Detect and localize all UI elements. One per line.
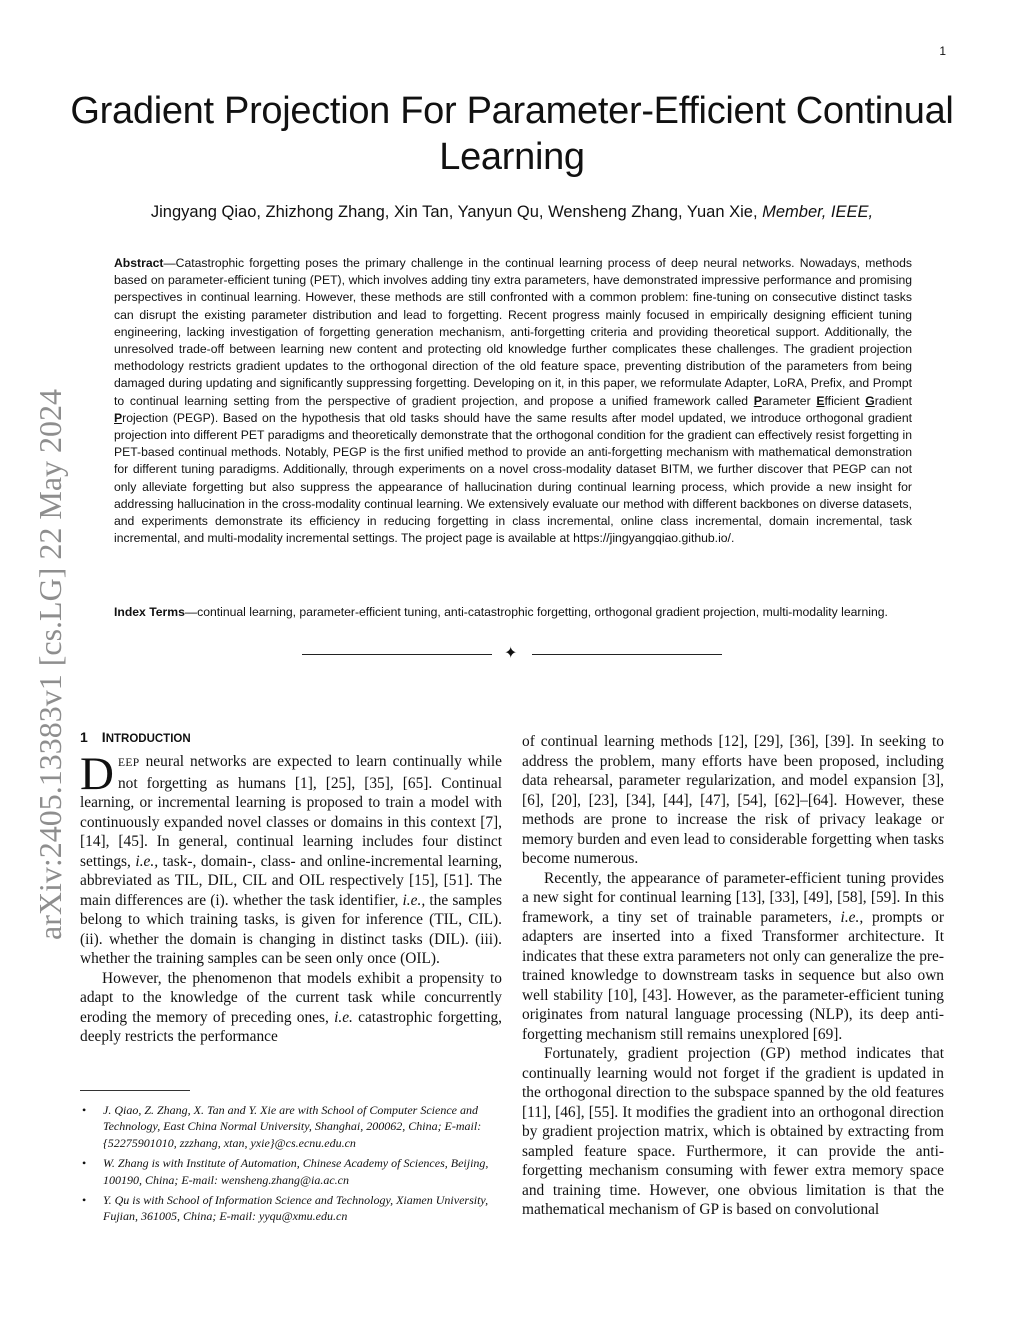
bullet-icon: •: [82, 1156, 87, 1171]
footnote-item: • J. Qiao, Z. Zhang, X. Tan and Y. Xie are with School of Computer Science and Technology, East China Normal University, Shanghai, 200062, China; E-mail: {52275901010, zzzhang, xtan, yxie}@cs.ecnu.edu.cn: [82, 1103, 482, 1150]
paper-title: Gradient Projection For Parameter-Efficient Continual Learning: [70, 90, 954, 178]
footnote-item: • Y. Qu is with School of Information Science and Technology, Xiamen University, Fujian, 361005, China; E-mail: yyqu@xmu.edu.cn: [82, 1193, 489, 1224]
index-terms: [114, 604, 912, 621]
section-separator: [302, 645, 722, 665]
intro-paragraph-2: However, the phenomenon that models exhibit a propensity to adapt to the knowledge of the current task while concurrently eroding the memory of preceding ones, i.e. catastrophic forgetting, deeply restricts the performance: [80, 969, 502, 1045]
bullet-icon: •: [82, 1193, 87, 1208]
section-title-rest: NTRODUCTION: [105, 733, 191, 745]
section-title-initial: I: [101, 729, 106, 745]
footnotes: [80, 1102, 502, 1229]
member-label: Member, IEEE,: [762, 203, 874, 221]
arxiv-stamp: arXiv:2405.13383v1 [cs.LG] 22 May 2024: [32, 388, 68, 940]
footnote-item: • W. Zhang is with Institute of Automation, Chinese Academy of Sciences, Beijing, 100190, China; E-mail: wensheng.zhang@ia.ac.cn: [82, 1156, 489, 1187]
intro-paragraph-5: Fortunately, gradient projection (GP) method indicates that continually learning would not forget if the gradient is updated in the orthogonal direction to the subspace spanned by the old features [11], [46], [55]. It modifies the gradient into an orthogonal direction by gradient projection matrix, which is obtained by extracting from sampled feature space. Furthermore, it can provide the anti-forgetting mechanism consuming with fewer extra memory space and training time. However, one obvious limitation is that the mathematical mechanism of GP is based on convolutional: [522, 1045, 944, 1218]
index-terms-text: —continual learning, parameter-efficient tuning, anti-catastrophic forgetting, orthogonal gradient projection, multi-modality learning.: [184, 605, 888, 619]
diamond-icon: ✦: [504, 645, 518, 662]
intro-paragraph-4: Recently, the appearance of parameter-efficient tuning provides a new sight for continual learning [13], [33], [49], [58], [59]. In this framework, a tiny set of trainable parameters, i.e., prompts or adapters are inserted into a fixed Transformer architecture. It indicates that these extra parameters not only can generalize the pre-trained knowledge to downstream tasks in sequence but also own well stability [10], [43]. However, as the parameter-efficient tuning originates from natural language processing (NLP), its deep anti-forgetting mechanism still remains unexplored [69].: [522, 869, 944, 1043]
pegp-name: Parameter Efficient Gradient Projection: [114, 393, 912, 425]
abstract: [114, 255, 912, 547]
abstract-text-after: (PEGP). Based on the hypothesis that old tasks should have the same results after model updated, we introduce orthogonal gradient projection into different PET paradigms and theoretically demonstrate that the orthogonal condition for the gradient can effectively resist forgetting in PET-based continual methods. Notably, PEGP is the first unified method to provide an anti-forgetting mechanism with mathematical demonstration for different tuning paradigms. Additionally, through experiments on a novel cross-modality dataset BITM, we further discover that PEGP can not only alleviate forgetting but also suppress the appearance of hallucination during continual learning process, which provide a new insight for addressing hallucination in the cross-modality continual learning. We extensively evaluate our method with different backbones on diverse datasets, and experiments demonstrate its efficiency in reducing forgetting in class incremental, online class incremental, domain incremental, task incremental, and multi-modality incremental settings. The project page is available at https://jingyangqiao.github.io/.: [114, 410, 912, 546]
intro-paragraph-3: of continual learning methods [12], [29], [36], [39]. In seeking to address the problem, many efforts have been proposed, including data rehearsal, parameter regularization, and model expansion [3], [6], [20], [23], [34], [44], [47], [54], [62]–[64]. However, these methods are prone to increase the risk of privacy leakage or memory burden and even lead to considerable forgetting when tasks become numerous.: [522, 733, 944, 867]
footnote-rule: [80, 1090, 190, 1091]
left-column: [80, 748, 502, 1047]
author-list: Jingyang Qiao, Zhizhong Zhang, Xin Tan, Yanyun Qu, Wensheng Zhang, Yuan Xie,: [150, 203, 758, 221]
author-line: [60, 203, 964, 222]
separator-rule-left: [302, 654, 492, 655]
index-terms-label: Index Terms: [114, 605, 185, 619]
section-number: 1: [80, 729, 88, 745]
page-number: 1: [939, 44, 946, 58]
abstract-text-before: —Catastrophic forgetting poses the primary challenge in the continual learning process of deep neural networks. Nowadays, methods based on parameter-efficient tuning (PET), which involves adding tiny extra parameters, have demonstrated impressive performance and promising perspectives in continual learning. However, these methods are still confronted with a common problem: fine-tuning on consecutive distinct tasks can disrupt the existing parameter distribution and lead to forgetting. Recent progress mainly focused in empirically designing efficient tuning engineering, lacking investigation of forgetting generation mechanism, anti-forgetting criteria and providing theoretical support. Additionally, the unresolved trade-off between learning new content and protecting old knowledge further complicates these challenges. The gradient projection methodology restricts gradient updates to the orthogonal direction of the old feature space, preventing distribution of the parameters from being damaged during updating and significantly suppressing forgetting. Developing on it, in this paper, we reformulate Adapter, LoRA, Prefix, and Prompt to continual learning setting from the perspective of gradient projection, and propose a unified framework called: [114, 256, 912, 408]
intro-paragraph-1: DEEP neural networks are expected to learn continually while not forgetting as humans [1], [25], [35], [65]. Continual learning, or incremental learning is proposed to train a model with continuously expanded novel classes or domains in this context [7], [14], [45]. In general, continual learning includes four distinct settings, i.e., task-, domain-, class- and online-incremental learning, abbreviated as TIL, DIL, CIL and OIL respectively [15], [51]. The main differences are (i). whether the task identifier, i.e., the samples belong to which training tasks, is given for inference (TIL, CIL). (ii). whether the domain is changing in distinct tasks (DIL). (iii). whether the training samples can be seen only once (OIL).: [80, 748, 502, 967]
smallcaps-word: EEP: [117, 757, 140, 769]
abstract-label: Abstract: [114, 256, 164, 270]
bullet-icon: •: [82, 1103, 87, 1117]
dropcap: D: [80, 748, 114, 800]
section-heading: [80, 729, 191, 745]
right-column: [522, 732, 944, 1220]
separator-rule-right: [532, 654, 722, 655]
